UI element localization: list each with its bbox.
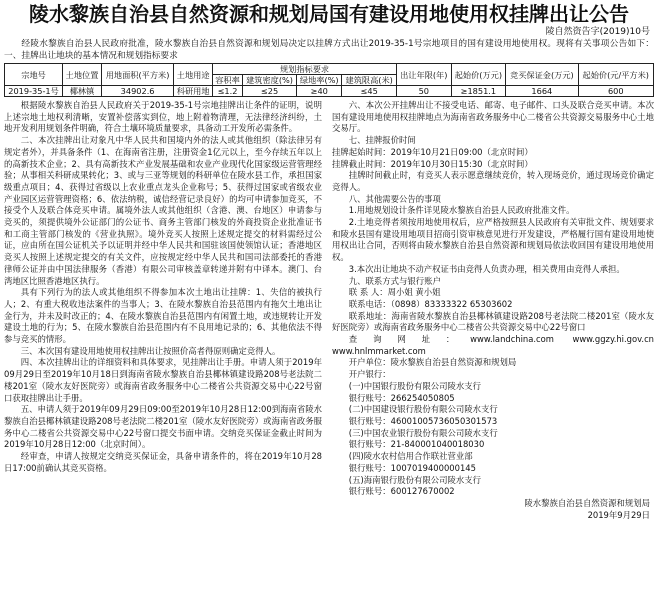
contact-person: 联 系 人：周小姐 黄小姐 [348, 287, 441, 298]
listing-end-time: 挂牌截止时间：2019年10月30日15:30（北京时间） [332, 158, 533, 169]
page-title: 陵水黎族自治县自然资源和规划局国有建设用地使用权挂牌出让公告 [29, 2, 629, 26]
bidder-eligibility: 二、本次挂牌出让对象凡中华人民共和国境内外的法人或其他组织（除法律另有规定者外），并具备条件（1、在海南省注册，注册资金1亿元以上，至今存续五年以上的高新技术企业；2、具有高新技术产业发展基础和农业产业现代化国家级运营管理经验；从事相关科研成果转化；3、或与三亚等规划的科研单位在陵水县工作，承担国家级重点项目；4、获得过省级以上农业重点龙头企业称号；5、获得过国家或省级农业产业园区运营管理资格；6、依法纳税，诚信经营记录良好）的均可申请参加竞买，不接受个人及联合体竞买申请。属境外法人或其他组织（含港、澳、台地区）申请参与竞买的，须提供境外公证部门的公证书、商务主管部门核发的外商投资企业批准证书和工商主管部门核发的《营业执照》。境外竞买人按照上述规定提交的材料需经过公证，应由所在国公证机关予以证明并经中华人民共和国驻该国使领馆认证；香港地区竞买人按照上述规定提交的有关文件，应按规定经中华人民共和国司法部委托的香港律师公证并由中国法律服务（香港）有限公司审核盖章转递并附有中译本。澳门、台湾地区比照香港地区执行。 [4, 135, 322, 286]
bank-name-2: (二)中国建设银行股份有限公司陵水支行 [348, 404, 498, 415]
other-item-2: 2.土地竞得者须按用地使用权后，应严格按照县人民政府有关审批文件、规划要求和陵水县国有建设用地项目招商引资审核意见进行开发建设，严格履行国有建设用地使用权出让合同，否则将由陵水黎族自治县自然资源和规划局依法收回国有建设用地使用权。 [332, 217, 654, 263]
application-submission: 五、申请人须于2019年09月29日09:00至2019年10月28日12:00到海南省陵水黎族自治县椰林镇建设路208号老法院二楼201室（陵水友好医院旁）或海南省政务服务中心二楼省公共资源交易中心22号窗口提交书面申请。交纳竞买保证金截止时间为2019年10月28日12:00（北京时间）。 [4, 404, 322, 450]
header-years: 出让年限(年) [396, 64, 451, 86]
header-area: 用地面积(平方米) [101, 64, 173, 86]
bidder-exclusions: 具有下列行为的法人或其他组织不得参加本次土地出让挂牌：1、失信的被执行人；2、有重大税收违法案件的当事人；3、在陵水黎族自治县范围内有拖欠土地出让金行为，并未及时改正的；4、在陵水黎族自治县范围内有闲置土地，或违规转让开发建设土地的行为；5、在陵水黎族自治县范围内有不良用地记录的；6、其他依法不得参与竞买的情形。 [4, 287, 322, 345]
cell-years: 50 [396, 86, 451, 97]
winner-principle: 三、本次国有建设用地使用权挂牌出让按照价高者得原则确定竞得人。 [20, 345, 281, 356]
other-item-1: 1.用地规划设计条件详见陵水黎族自治县人民政府批准文件。 [348, 205, 575, 216]
contact-address: 联系地址：海南省陵水黎族自治县椰林镇建设路208号老法院二楼201室（陵水友好医院旁）或海南省政务服务中心二楼省公共资源交易中心22号窗口 [332, 310, 654, 333]
left-column [4, 100, 322, 521]
header-far: 容积率 [213, 75, 243, 86]
other-item-3: 3.本次出让地块不动产权证书由竞得人负责办理，相关费用由竞得人承担。 [348, 263, 625, 274]
cell-step: 600 [578, 86, 653, 97]
manual-acquisition: 四、本次挂牌出让的详细资料和具体要求，见挂牌出让手册。申请人须于2019年09月29日至2019年10月18日到海南省陵水黎族自治县椰林镇建设路208号老法院二楼201室（陵水友好医院旁）或海南省政务服务中心二楼省公共资源交易中心22号窗口获取挂牌出让手册。 [4, 357, 322, 403]
qualification-review: 经审查，申请人按规定交纳竞买保证金，具备申请条件的，将在2019年10月28日17:00前确认其竞买资格。 [4, 451, 322, 473]
section-heading-8: 八、其他需要公告的事项 [348, 193, 441, 204]
query-websites: 查询网址：www.landchina.com www.ggzy.hi.gov.cn www.hnlmmarket.com [332, 334, 654, 356]
signature-org: 陵水黎族自治县自然资源和规划局 [524, 497, 650, 508]
header-start: 起始价(万元) [451, 64, 506, 86]
intro-paragraph: 经陵水黎族自治县人民政府批准，陵水黎族自治县自然资源和规划局决定以挂牌方式出让2019-35-1号宗地项目的国有建设用地使用权。现将有关事项公告如下：一、挂牌出让地块的基本情况和规划指标要求 [4, 39, 654, 61]
on-site-bidding-note: 挂牌时间截止时，有竞买人表示愿意继续竞价，转入现场竞价，通过现场竞价确定竞得人。 [332, 170, 654, 192]
banks-title: 开户银行： [348, 369, 391, 380]
body-columns [4, 100, 654, 521]
condition-paragraph: 根据陵水黎族自治县人民政府关于2019-35-1号宗地挂牌出让条件的证明，说明上述宗地土地权利清晰，安置补偿落实到位，地上附着物清理，无法律经济纠纷，土地开发利用规划条件明确，符合土壤环境质量要求，具备动工开发所必需条件。 [4, 100, 322, 134]
header-plan: 规划指标要求 [213, 64, 397, 75]
cell-deposit: 1664 [506, 86, 578, 97]
header-location: 土地位置 [63, 64, 102, 86]
header-step: 起始价(元/平方米) [578, 64, 653, 86]
bank-name-1: (一)中国银行股份有限公司陵水支行 [348, 380, 481, 391]
header-green: 绿地率(%) [297, 75, 342, 86]
bank-account-2: 银行账号：46001005736050301573 [348, 415, 498, 426]
document-number: 陵自然资告字(2019)10号 [545, 27, 650, 37]
section-heading-7: 七、挂牌报价时间 [348, 135, 416, 146]
cell-start: ≥1851.1 [451, 86, 506, 97]
bank-name-3: (三)中国农业银行股份有限公司陵水支行 [348, 427, 498, 438]
right-column [332, 100, 654, 521]
table-row [5, 86, 654, 97]
header-density: 建筑密度(%) [242, 75, 296, 86]
cell-far: ≤1.2 [213, 86, 243, 97]
cell-height: ≤45 [342, 86, 397, 97]
header-use: 土地用途 [174, 64, 213, 86]
account-holder: 开户单位：陵水黎族自治县自然资源和规划局 [348, 357, 517, 368]
cell-lot: 2019-35-1号 [5, 86, 63, 97]
bank-account-3: 银行账号：21-840001040018030 [348, 439, 485, 450]
cell-green: ≥40 [297, 86, 342, 97]
signature-date: 2019年9月29日 [587, 509, 650, 520]
bank-account-1: 银行账号：266254050805 [348, 392, 455, 403]
bank-name-5: (五)海南银行股份有限公司陵水支行 [348, 474, 481, 485]
announcement-page [4, 2, 654, 603]
bank-account-5: 银行账号：600127670002 [348, 486, 455, 497]
bank-account-4: 银行账号：1007019400000145 [348, 462, 476, 473]
cell-density: ≤25 [242, 86, 296, 97]
cell-use: 科研用地 [174, 86, 213, 97]
table-header-row [5, 64, 654, 75]
lot-table [4, 63, 654, 97]
header-lot: 宗地号 [5, 64, 63, 86]
cell-area: 34902.6 [101, 86, 173, 97]
listing-start-time: 挂牌起始时间：2019年10月21日09:00（北京时间） [332, 146, 533, 157]
header-height: 建筑限高(米) [342, 75, 397, 86]
header-deposit: 竞买保证金(万元) [506, 64, 578, 86]
section-heading-9: 九、联系方式与银行账户 [348, 275, 441, 286]
cell-location: 椰林镇 [63, 86, 102, 97]
bank-name-4: (四)陵水农村信用合作联社营业部 [348, 451, 473, 462]
contact-phone: 联系电话：（0898）83333322 65303602 [348, 298, 513, 309]
bidding-venue: 六、本次公开挂牌出让不接受电话、邮寄、电子邮件、口头及联合竞买申请。本次国有建设用地使用权挂牌地点为海南省政务服务中心二楼省公共资源交易服务中心土地交易厅。 [332, 100, 654, 134]
